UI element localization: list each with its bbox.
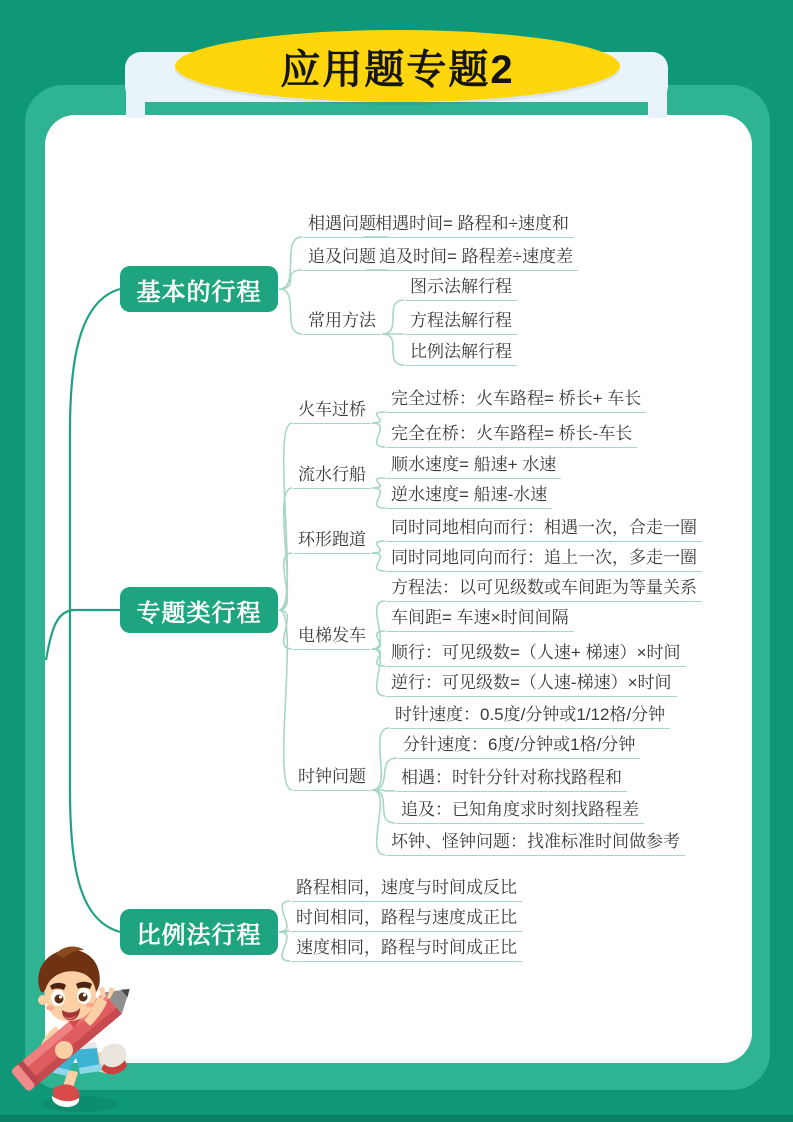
label-common-methods: 常用方法 — [303, 308, 381, 335]
leaf-clock-chasing: 追及：已知角度求时刻找路程差 — [396, 797, 644, 824]
leaf-escalator-with: 顺行：可见级数=（人速+ 梯速）×时间 — [386, 640, 686, 667]
leaf-equation-method: 方程法解行程 — [405, 308, 517, 335]
leaf-fully-on-bridge: 完全在桥：火车路程= 桥长-车长 — [386, 421, 637, 448]
label-train-bridge: 火车过桥 — [293, 397, 371, 424]
label-clock-problem: 时钟问题 — [293, 764, 371, 791]
leaf-upstream-speed: 逆水速度= 船速-水速 — [386, 482, 552, 509]
label-meeting-problem: 相遇问题 — [303, 211, 381, 238]
page-title: 应用题专题2 — [280, 47, 515, 92]
leaf-escalator-against: 逆行：可见级数=（人速-梯速）×时间 — [386, 670, 677, 697]
title-banner — [175, 30, 620, 102]
mascot-boy-pencil-illustration — [6, 938, 158, 1116]
leaf-ratio-method: 比例法解行程 — [405, 339, 517, 366]
leaf-track-opposite: 同时同地相向而行：相遇一次，合走一圈 — [386, 515, 702, 542]
leaf-hour-hand-speed: 时针速度：0.5度/分钟或1/12格/分钟 — [390, 702, 670, 729]
bottom-accent-strip — [0, 1115, 793, 1122]
leaf-downstream-speed: 顺水速度= 船速+ 水速 — [386, 452, 561, 479]
label-circular-track: 环形跑道 — [293, 527, 371, 554]
leaf-diagram-method: 图示法解行程 — [405, 274, 517, 301]
leaf-chasing-formula: 追及时间= 路程差÷速度差 — [374, 244, 578, 271]
leaf-track-same-direction: 同时同地同向而行：追上一次，多走一圈 — [386, 545, 702, 572]
leaf-escalator-equation: 方程法：以可见级数或车间距为等量关系 — [386, 575, 702, 602]
leaf-same-distance: 路程相同，速度与时间成反比 — [291, 875, 522, 902]
branch-box-ratio-travel: 比例法行程 — [120, 909, 278, 955]
leaf-same-time: 时间相同，路程与速度成正比 — [291, 905, 522, 932]
leaf-same-speed: 速度相同，路程与时间成正比 — [291, 935, 522, 962]
leaf-broken-clock: 坏钟、怪钟问题：找准标准时间做参考 — [386, 829, 685, 856]
label-chasing-problem: 追及问题 — [303, 244, 381, 271]
leaf-bus-gap-formula: 车间距= 车速×时间间隔 — [386, 605, 574, 632]
branch-box-basic-travel: 基本的行程 — [120, 266, 278, 312]
leaf-minute-hand-speed: 分针速度：6度/分钟或1格/分钟 — [398, 732, 640, 759]
label-boat-stream: 流水行船 — [293, 462, 371, 489]
clipboard-clip-left-leg — [126, 88, 145, 118]
branch-box-topic-travel: 专题类行程 — [120, 587, 278, 633]
clipboard-clip-right-leg — [648, 88, 667, 118]
label-escalator-bus: 电梯发车 — [293, 623, 371, 650]
leaf-clock-meeting: 相遇：时针分针对称找路程和 — [396, 765, 627, 792]
leaf-fully-cross-bridge: 完全过桥：火车路程= 桥长+ 车长 — [386, 386, 646, 413]
leaf-meeting-formula: 相遇时间= 路程和÷速度和 — [370, 211, 574, 238]
